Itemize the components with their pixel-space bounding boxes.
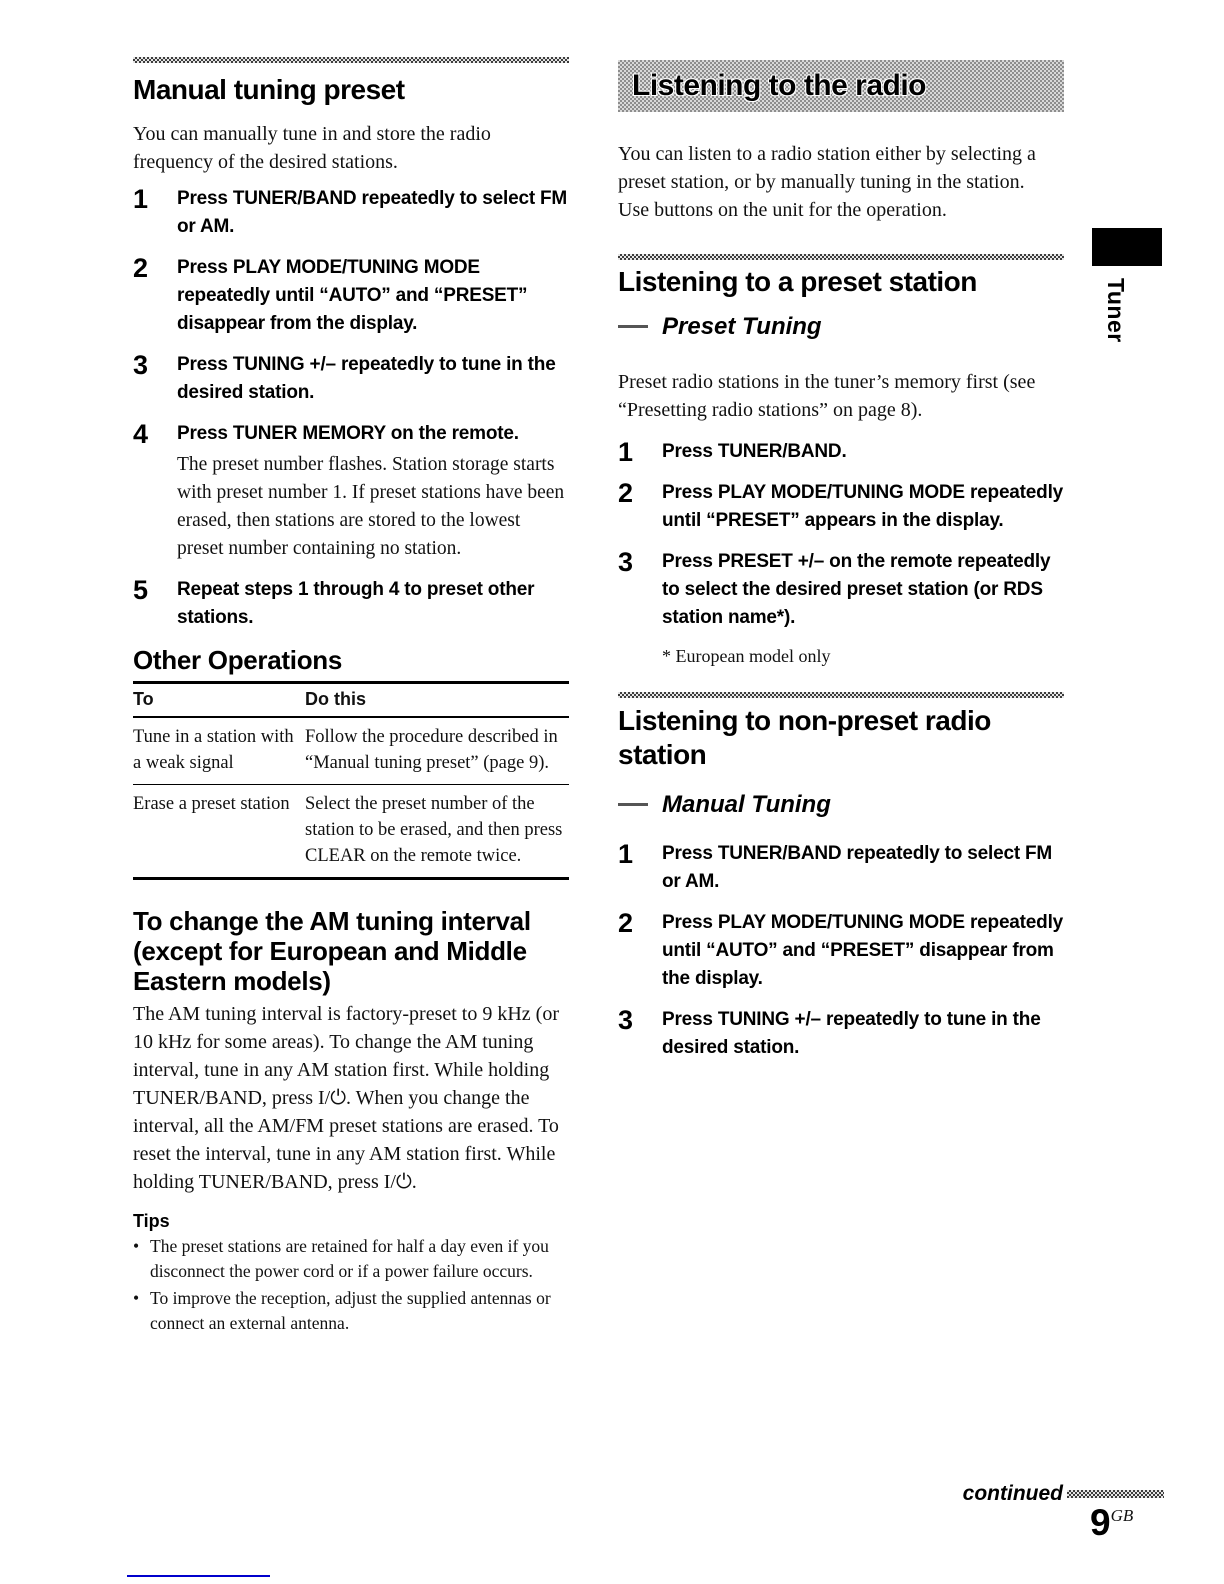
chapter-tab-block (1092, 228, 1162, 266)
table-row (133, 785, 569, 879)
continued-label: continued (962, 1482, 1063, 1505)
other-operations-table (133, 681, 569, 880)
bullet-icon: • (133, 1288, 140, 1308)
other-operations-title: Other Operations (133, 645, 343, 675)
step-text: Press PLAY MODE/TUNING MODE repeatedly until “AUTO” and “PRESET” disappear from the display. (662, 912, 1064, 989)
subtitle-text: Preset Tuning (662, 313, 822, 340)
step (618, 909, 1064, 993)
step-number: 3 (618, 1005, 634, 1035)
step (133, 576, 569, 632)
step-number: 1 (618, 437, 634, 467)
bottom-blue-line (127, 1575, 270, 1577)
dash-rule (618, 325, 648, 328)
manual-tuning-subtitle (618, 791, 1064, 818)
step-text: Press PLAY MODE/TUNING MODE repeatedly until “PRESET” appears in the display. (662, 482, 1064, 531)
step-number: 1 (133, 184, 149, 214)
table-header-row (133, 683, 569, 718)
intro-paragraph: You can listen to a radio station either by selecting a preset station, or by manually tuning in the station. (618, 143, 1036, 193)
page-region: GB (1110, 1506, 1134, 1525)
step-text: Press TUNER/BAND repeatedly to select FM or AM. (177, 188, 568, 237)
steps-list (133, 185, 569, 632)
tip-text: To improve the reception, adjust the supplied antennas or connect an external antenna. (150, 1288, 551, 1333)
step-number: 4 (133, 419, 149, 449)
tip-item (133, 1234, 569, 1284)
step (133, 185, 569, 241)
non-preset-section-title: Listening to non-preset radio station (618, 705, 991, 770)
step-detail: The preset number flashes. Station storage starts with preset number 1. If preset stations have been erased, then stations are stored to the lowest preset number containing no station. (177, 454, 565, 559)
step (618, 548, 1064, 632)
step-text: Press TUNER/BAND. (662, 441, 847, 462)
tip-text: The preset stations are retained for half a day even if you disconnect the power cord or if a power failure occurs. (150, 1236, 549, 1281)
continued-marker (900, 1482, 1164, 1506)
chapter-tab-label: Tuner (1103, 278, 1129, 343)
intro-paragraph: Use buttons on the unit for the operation. (618, 199, 947, 221)
step-number: 2 (618, 908, 634, 938)
step-text: Press TUNER MEMORY on the remote. (177, 423, 519, 444)
table-cell: Follow the procedure described in “Manual tuning preset” (page 9). (305, 717, 569, 785)
step (133, 351, 569, 407)
chapter-intro (618, 140, 1064, 224)
steps-list (618, 840, 1064, 1062)
step (618, 840, 1064, 896)
step (618, 1006, 1064, 1062)
step (618, 479, 1064, 535)
step-text: Press TUNING +/– repeatedly to tune in the desired station. (177, 354, 556, 403)
table-row (133, 717, 569, 785)
step-text: Press PLAY MODE/TUNING MODE repeatedly until “AUTO” and “PRESET” disappear from the display. (177, 257, 528, 334)
step-text: Press TUNING +/– repeatedly to tune in the desired station. (662, 1009, 1041, 1058)
step-number: 2 (618, 478, 634, 508)
step-number: 3 (133, 350, 149, 380)
page-number (1090, 1504, 1133, 1541)
intro-paragraph: You can manually tune in and store the radio frequency of the desired stations. (133, 123, 491, 173)
left-column (133, 0, 569, 1336)
step-text: Press PRESET +/– on the remote repeatedly to select the desired preset station (or RDS station name*). (662, 551, 1051, 628)
page-number-value: 9 (1090, 1502, 1111, 1543)
chapter-banner: Listening to the radio (618, 60, 1064, 112)
section-divider-rule (618, 692, 1064, 698)
am-interval-body: The AM tuning interval is factory-preset to 9 kHz (or 10 kHz for some areas). To change the AM tuning interval, tune in any AM station first. While holding TUNER/BAND, press I/⏻. When you change the interval, all the AM/FM preset stations are erased. To reset the interval, tune in any AM station first. While holding TUNER/BAND, press I/⏻. (133, 1003, 559, 1193)
section-divider-rule (133, 57, 569, 63)
table-header-to: To (133, 683, 305, 718)
table-cell: Select the preset number of the station to be erased, and then press CLEAR on the remote twice. (305, 785, 569, 879)
step-number: 1 (618, 839, 634, 869)
section-divider-rule (618, 254, 1064, 260)
tips-section (133, 1210, 569, 1336)
table-cell: Erase a preset station (133, 785, 305, 879)
step (133, 420, 569, 563)
subtitle-text: Manual Tuning (662, 791, 831, 818)
dash-rule (618, 803, 648, 806)
am-interval-title: To change the AM tuning interval (except for European and Middle Eastern models) (133, 906, 531, 996)
table-header-do-this: Do this (305, 683, 569, 718)
right-column (618, 0, 1064, 1075)
tip-item (133, 1286, 569, 1336)
preset-intro: Preset radio stations in the tuner’s memory first (see “Presetting radio stations” on page 8). (618, 371, 1036, 421)
step-number: 5 (133, 575, 149, 605)
step-number: 3 (618, 547, 634, 577)
bullet-icon: • (133, 1236, 140, 1256)
steps-list (618, 438, 1064, 667)
preset-tuning-subtitle (618, 313, 1064, 340)
table-cell: Tune in a station with a weak signal (133, 717, 305, 785)
section-title-manual-tuning-preset: Manual tuning preset (133, 74, 405, 105)
step-text: Press TUNER/BAND repeatedly to select FM or AM. (662, 843, 1053, 892)
preset-section-title: Listening to a preset station (618, 266, 977, 297)
continued-rule (1067, 1490, 1164, 1498)
step (618, 438, 1064, 466)
step-text: Repeat steps 1 through 4 to preset other stations. (177, 579, 535, 628)
step-number: 2 (133, 253, 149, 283)
tips-title: Tips (133, 1211, 170, 1231)
step (133, 254, 569, 338)
footnote: * European model only (662, 646, 831, 666)
